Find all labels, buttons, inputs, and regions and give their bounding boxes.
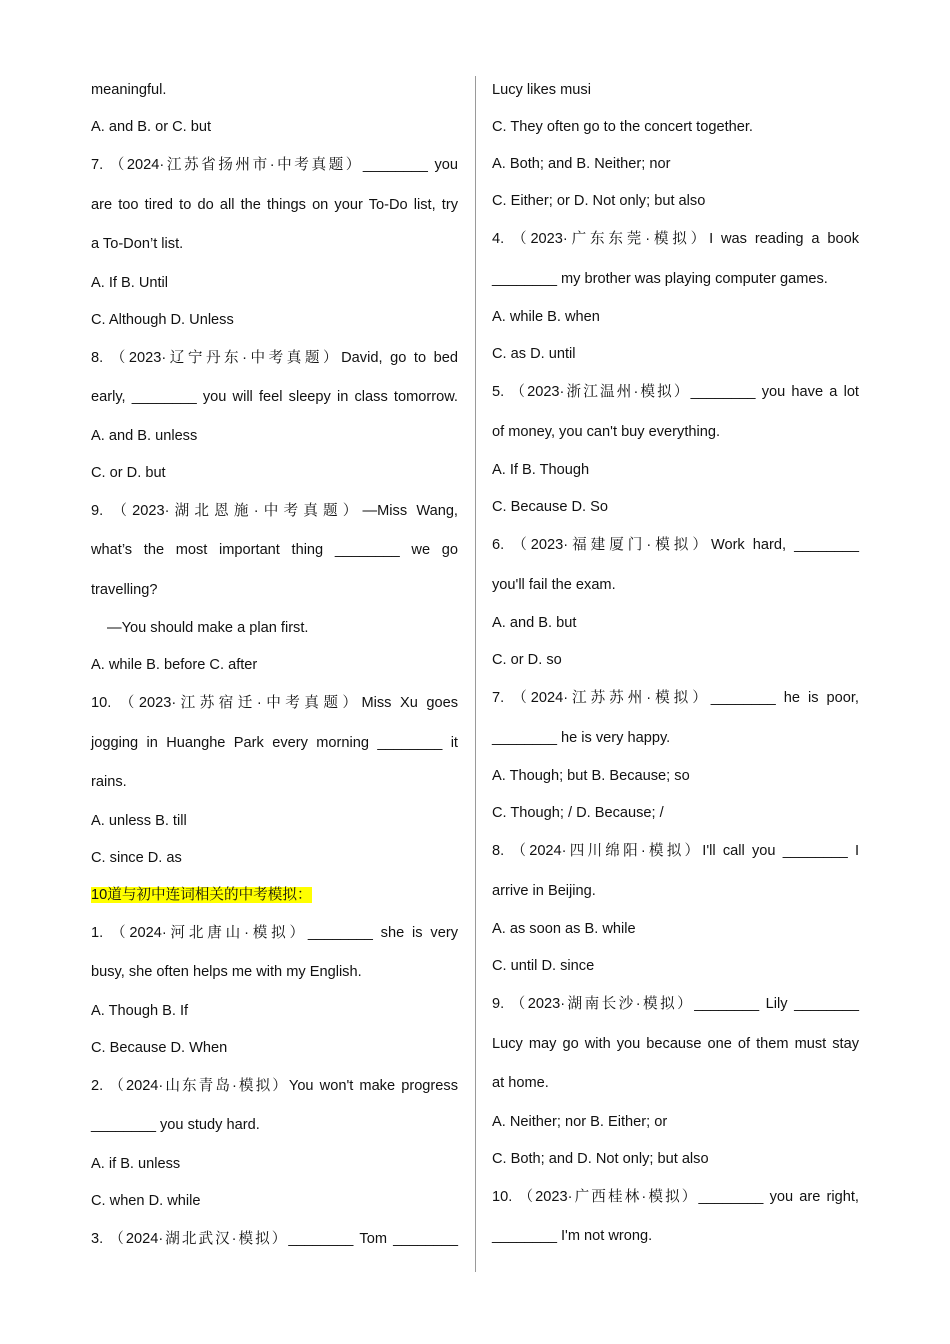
right-text-line: A. as soon as B. while <box>492 921 636 937</box>
left-text-line: 3. （2024·湖北武汉·模拟）________ Tom ________ <box>91 1230 458 1247</box>
right-text-line: 6. （2023·福建厦门·模拟）Work hard, ________ <box>492 537 859 553</box>
left-text-line: rains. <box>91 774 127 790</box>
right-text-line: at home. <box>492 1075 549 1091</box>
right-text-line: A. Though; but B. Because; so <box>492 768 690 784</box>
right-text-line: Lucy likes musi <box>492 82 591 98</box>
right-text-line: arrive in Beijing. <box>492 882 596 899</box>
right-text-line: C. Either; or D. Not only; but also <box>492 193 706 209</box>
right-text-line: C. They often go to the concert together. <box>492 119 753 135</box>
right-text-line: C. Because D. So <box>492 499 608 515</box>
left-text-line: C. since D. as <box>91 849 182 866</box>
right-text-line: C. Both; and D. Not only; but also <box>492 1150 709 1167</box>
highlighted-section-heading: 10道与初中连词相关的中考模拟： <box>91 886 312 903</box>
left-text-line: A. If B. Until <box>91 274 169 291</box>
right-text-line: A. If B. Though <box>492 462 590 478</box>
left-text-line: early, ________ you will feel sleepy in class tomorrow. <box>91 389 458 405</box>
right-text-line: A. and B. but <box>492 615 577 631</box>
left-text-line: busy, she often helps me with my English. <box>91 964 362 980</box>
left-text-line: A. while B. before C. after <box>91 657 258 673</box>
left-text-line: meaningful. <box>91 82 167 98</box>
left-text-line: jogging in Huanghe Park every morning ________ it <box>91 734 458 751</box>
left-text-line: travelling? <box>91 581 158 598</box>
left-text-line: —You should make a plan first. <box>107 620 309 636</box>
left-column <box>91 72 458 1259</box>
right-text-line: ________ I'm not wrong. <box>492 1228 653 1244</box>
right-text-line: 10. （2023·广西桂林·模拟）________ you are right, <box>492 1188 859 1205</box>
right-text-line: you'll fail the exam. <box>492 576 616 593</box>
right-text-line: A. while B. when <box>492 309 600 325</box>
left-text-line: A. unless B. till <box>91 812 187 829</box>
left-text-line: 10. （2023·江苏宿迁·中考真题）Miss Xu goes <box>91 695 458 711</box>
left-text-line: C. when D. while <box>91 1192 201 1209</box>
left-text-line: 7. （2024·江苏省扬州市·中考真题）________ you <box>91 157 458 173</box>
right-text-line: ________ my brother was playing computer games. <box>492 270 828 287</box>
right-text-line: A. Neither; nor B. Either; or <box>492 1113 668 1130</box>
right-column <box>492 72 859 1257</box>
left-text-line: 1. （2024·河北唐山·模拟）________ she is very <box>91 924 458 941</box>
left-text-line: 8. （2023·辽宁丹东·中考真题）David, go to bed <box>91 349 458 366</box>
left-text-line <box>91 877 458 914</box>
left-text-line: 9. （2023·湖北恩施·中考真题）—Miss Wang, <box>91 502 458 519</box>
right-text-line: 5. （2023·浙江温州·模拟）________ you have a lot <box>492 384 859 400</box>
right-text-line: ________ he is very happy. <box>492 729 671 746</box>
left-text-line: a To-Don’t list. <box>91 236 184 252</box>
right-text-line: 4. （2023·广东东莞·模拟）I was reading a book <box>492 231 859 247</box>
column-divider <box>475 76 476 1272</box>
left-text-line: A. if B. unless <box>91 1155 181 1172</box>
right-text-line: Lucy may go with you because one of them must stay <box>492 1035 859 1052</box>
right-text-line: C. until D. since <box>492 958 595 974</box>
left-text-line: what’s the most important thing ________ we go <box>91 542 458 558</box>
right-text-line: 9. （2023·湖南长沙·模拟）________ Lily ________ <box>492 996 859 1012</box>
left-text-line: C. Although D. Unless <box>91 311 234 328</box>
left-text-line: C. Because D. When <box>91 1039 228 1056</box>
left-text-line: 2. （2024·山东青岛·模拟）You won't make progress <box>91 1077 458 1094</box>
left-text-line: are too tired to do all the things on your To-Do list, try <box>91 196 458 213</box>
right-text-line: of money, you can't buy everything. <box>492 423 721 440</box>
right-text-line: A. Both; and B. Neither; nor <box>492 156 671 172</box>
left-text-line: A. and B. or C. but <box>91 119 212 135</box>
left-text-line: A. Though B. If <box>91 1002 189 1019</box>
right-text-line: 7. （2024·江苏苏州·模拟）________ he is poor, <box>492 690 859 706</box>
left-text-line: C. or D. but <box>91 464 166 481</box>
right-text-line: 8. （2024·四川绵阳·模拟）I'll call you ________ I <box>492 843 859 859</box>
right-text-line: C. as D. until <box>492 346 576 362</box>
right-text-line: C. or D. so <box>492 652 562 668</box>
left-text-line: A. and B. unless <box>91 427 198 444</box>
right-text-line: C. Though; / D. Because; / <box>492 805 664 821</box>
left-text-line: ________ you study hard. <box>91 1117 260 1133</box>
